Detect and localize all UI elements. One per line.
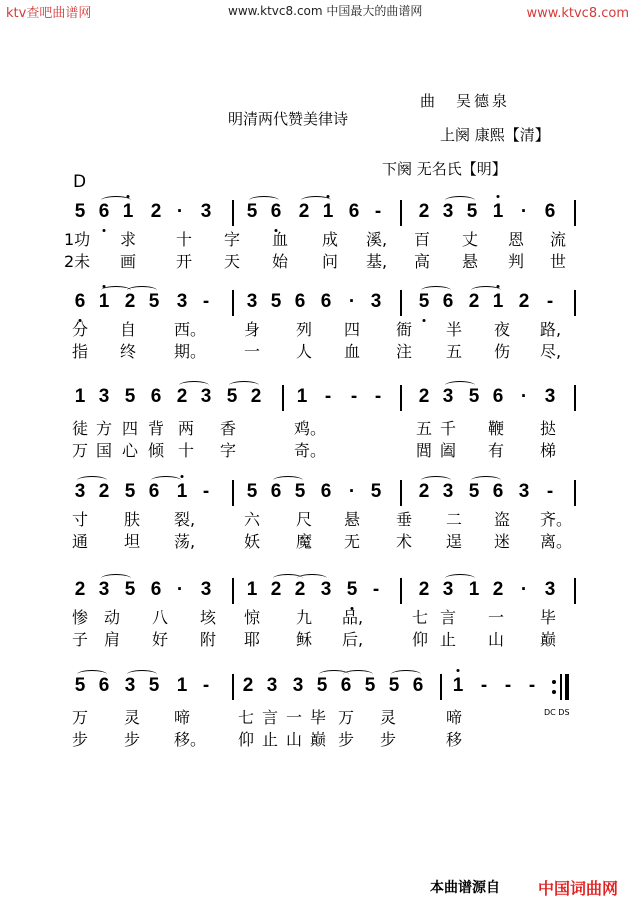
note: - bbox=[546, 291, 554, 312]
lyric: 世 bbox=[550, 252, 567, 271]
lyric: 步 bbox=[338, 730, 355, 749]
lyric: 五 bbox=[416, 419, 433, 438]
barline bbox=[440, 674, 442, 700]
lyric: 移。 bbox=[174, 730, 207, 749]
note: 3 bbox=[518, 481, 530, 502]
octave-dot-high bbox=[497, 195, 500, 198]
lyric: 九 bbox=[296, 608, 313, 627]
lyric: 开 bbox=[176, 252, 193, 271]
note: 1 bbox=[246, 579, 258, 600]
lyric: 终 bbox=[120, 342, 137, 361]
lyric: 西。 bbox=[174, 320, 207, 339]
lyric: 灵 bbox=[380, 708, 397, 727]
lyric: 山 bbox=[488, 630, 505, 649]
lyric: 鸡。 bbox=[294, 419, 327, 438]
lyric: 逞 bbox=[446, 532, 463, 551]
barline bbox=[400, 200, 402, 226]
lyric: 悬 bbox=[344, 510, 361, 529]
note: 5 bbox=[148, 291, 160, 312]
note: 6 bbox=[74, 291, 86, 312]
note: 6 bbox=[98, 675, 110, 696]
lyric: 七 bbox=[238, 708, 255, 727]
note: 6 bbox=[412, 675, 424, 696]
lyric: 一 bbox=[488, 608, 505, 627]
lyric: 尺 bbox=[296, 510, 313, 529]
slur bbox=[343, 670, 373, 679]
barline bbox=[232, 578, 234, 604]
note: 1 bbox=[452, 675, 464, 696]
lyric: 2未 bbox=[64, 252, 91, 271]
lyric: 血 bbox=[344, 342, 361, 361]
note: · bbox=[520, 201, 528, 222]
repeat-dot bbox=[552, 690, 556, 694]
note: 2 bbox=[74, 579, 86, 600]
lyric: 国 bbox=[96, 441, 113, 460]
note: 2 bbox=[250, 386, 262, 407]
slur bbox=[421, 286, 451, 295]
lyric: 品, bbox=[342, 608, 364, 627]
barline bbox=[574, 290, 576, 316]
note: 1 bbox=[176, 481, 188, 502]
note: 2 bbox=[418, 386, 430, 407]
note: 6 bbox=[442, 291, 454, 312]
lyric: 巅 bbox=[540, 630, 557, 649]
lyric: 1功 bbox=[64, 230, 91, 249]
octave-dot-high bbox=[181, 475, 184, 478]
note: 5 bbox=[226, 386, 238, 407]
lyric: 奇。 bbox=[294, 441, 327, 460]
slur bbox=[77, 670, 107, 679]
lyric: 垂 bbox=[396, 510, 413, 529]
lyric: 荡, bbox=[174, 532, 196, 551]
octave-dot-low bbox=[423, 319, 426, 322]
note: 3 bbox=[292, 675, 304, 696]
lyric: 基, bbox=[366, 252, 388, 271]
note: 1 bbox=[492, 201, 504, 222]
note: 5 bbox=[246, 201, 258, 222]
lyric: 四 bbox=[122, 419, 139, 438]
note: 5 bbox=[74, 201, 86, 222]
lyric: 裂, bbox=[174, 510, 196, 529]
slur bbox=[445, 196, 475, 205]
lyric: 衙 bbox=[396, 320, 413, 339]
footer-source-text: 本曲谱源自 bbox=[430, 880, 500, 896]
lyric: 自 bbox=[120, 320, 137, 339]
lyric: 香 bbox=[220, 419, 237, 438]
lyric: 画 bbox=[120, 252, 137, 271]
note: - bbox=[374, 386, 382, 407]
note: 5 bbox=[418, 291, 430, 312]
note: 3 bbox=[442, 481, 454, 502]
lyric: 徒 bbox=[72, 419, 89, 438]
note: 3 bbox=[124, 675, 136, 696]
note: 6 bbox=[320, 291, 332, 312]
lyric: 垓 bbox=[200, 608, 217, 627]
lyric: 字 bbox=[224, 230, 241, 249]
note: - bbox=[546, 481, 554, 502]
lyric: 指 bbox=[72, 342, 89, 361]
lyric: 言 bbox=[440, 608, 457, 627]
lyric: 七 bbox=[412, 608, 429, 627]
lyric: 判 bbox=[508, 252, 525, 271]
lyric: 人 bbox=[296, 342, 313, 361]
lyric: 期。 bbox=[174, 342, 207, 361]
octave-dot-high bbox=[457, 669, 460, 672]
lyric: 一 bbox=[286, 708, 303, 727]
slur bbox=[273, 476, 303, 485]
lyric: 万 bbox=[72, 708, 89, 727]
lyric: 肩 bbox=[104, 630, 121, 649]
barline bbox=[400, 290, 402, 316]
slur bbox=[297, 574, 327, 583]
lyric: 两 bbox=[178, 419, 195, 438]
barline bbox=[574, 385, 576, 411]
note: 6 bbox=[150, 579, 162, 600]
note: 6 bbox=[492, 386, 504, 407]
note: 1 bbox=[468, 579, 480, 600]
slur bbox=[391, 670, 421, 679]
note: 3 bbox=[176, 291, 188, 312]
lyric: 六 bbox=[244, 510, 261, 529]
barline bbox=[232, 290, 234, 316]
lyric: 八 bbox=[152, 608, 169, 627]
note: 2 bbox=[518, 291, 530, 312]
note: 2 bbox=[176, 386, 188, 407]
lyric: 移 bbox=[446, 730, 463, 749]
repeat-dot bbox=[552, 680, 556, 684]
note: 5 bbox=[246, 481, 258, 502]
lyric: 后, bbox=[342, 630, 364, 649]
lyric: 字 bbox=[220, 441, 237, 460]
lyric: 动 bbox=[104, 608, 121, 627]
slur bbox=[445, 381, 475, 390]
lyric: 丈 bbox=[462, 230, 479, 249]
slur bbox=[445, 574, 475, 583]
lyric: 十 bbox=[178, 441, 195, 460]
lyric: 毕 bbox=[310, 708, 327, 727]
lyric: 二 bbox=[446, 510, 463, 529]
note: 2 bbox=[298, 201, 310, 222]
note: · bbox=[176, 579, 184, 600]
note: 5 bbox=[316, 675, 328, 696]
lyric: 稣 bbox=[296, 630, 313, 649]
barline bbox=[400, 578, 402, 604]
lyric: 四 bbox=[344, 320, 361, 339]
note: 3 bbox=[98, 579, 110, 600]
lyric: 伤 bbox=[494, 342, 511, 361]
note: 5 bbox=[346, 579, 358, 600]
lyric: 啼 bbox=[446, 708, 463, 727]
slur bbox=[151, 476, 181, 485]
score-row-2 bbox=[0, 290, 637, 400]
note: 5 bbox=[364, 675, 376, 696]
note: 3 bbox=[544, 579, 556, 600]
lyric: 妖 bbox=[244, 532, 261, 551]
note: 3 bbox=[370, 291, 382, 312]
note: 2 bbox=[124, 291, 136, 312]
note: 6 bbox=[544, 201, 556, 222]
lyric: 惨 bbox=[72, 608, 89, 627]
site-left-link[interactable]: ktv查吧曲谱网 bbox=[6, 6, 92, 21]
note: 1 bbox=[74, 386, 86, 407]
lyric: 啼 bbox=[174, 708, 191, 727]
note: 6 bbox=[320, 481, 332, 502]
lyric: 流 bbox=[550, 230, 567, 249]
note: 2 bbox=[242, 675, 254, 696]
note: - bbox=[202, 481, 210, 502]
note: 6 bbox=[340, 675, 352, 696]
lyric: 溪, bbox=[366, 230, 388, 249]
dc-ds-mark: DC DS bbox=[544, 708, 570, 717]
note: · bbox=[176, 201, 184, 222]
note: 3 bbox=[200, 579, 212, 600]
lyric: 成 bbox=[322, 230, 339, 249]
lyric: 夜 bbox=[494, 320, 511, 339]
note: 6 bbox=[148, 481, 160, 502]
note: 1 bbox=[176, 675, 188, 696]
lyric: 心 bbox=[122, 441, 139, 460]
barline bbox=[400, 385, 402, 411]
note: - bbox=[504, 675, 512, 696]
lyric: 五 bbox=[446, 342, 463, 361]
barline bbox=[282, 385, 284, 411]
lyricist-lower: 下阕 无名氏【明】 bbox=[382, 160, 507, 178]
lyric: 有 bbox=[488, 441, 505, 460]
note: 5 bbox=[388, 675, 400, 696]
note: 3 bbox=[320, 579, 332, 600]
lyric: 步 bbox=[72, 730, 89, 749]
barline bbox=[400, 480, 402, 506]
lyric: 閭 bbox=[416, 441, 433, 460]
note: 5 bbox=[124, 386, 136, 407]
octave-dot-high bbox=[497, 285, 500, 288]
site-center-banner[interactable]: www.ktvc8.com 中国最大的曲谱网 bbox=[228, 4, 423, 18]
note: 5 bbox=[124, 481, 136, 502]
lyric: 身 bbox=[244, 320, 261, 339]
note: 2 bbox=[418, 579, 430, 600]
lyric: 注 bbox=[396, 342, 413, 361]
octave-dot-high bbox=[127, 195, 130, 198]
note: 5 bbox=[466, 201, 478, 222]
note: 6 bbox=[150, 386, 162, 407]
lyric: 列 bbox=[296, 320, 313, 339]
note: 2 bbox=[492, 579, 504, 600]
final-barline bbox=[565, 674, 569, 700]
lyric: 止 bbox=[262, 730, 279, 749]
lyric: 肤 bbox=[124, 510, 141, 529]
note: 6 bbox=[492, 481, 504, 502]
note: - bbox=[372, 579, 380, 600]
note: - bbox=[374, 201, 382, 222]
note: - bbox=[528, 675, 536, 696]
note: 2 bbox=[418, 481, 430, 502]
lyric: 无 bbox=[344, 532, 361, 551]
lyric: 步 bbox=[124, 730, 141, 749]
note: 5 bbox=[294, 481, 306, 502]
lyric: 巅 bbox=[310, 730, 327, 749]
note: - bbox=[350, 386, 358, 407]
note: 1 bbox=[98, 291, 110, 312]
note: · bbox=[348, 481, 356, 502]
note: 6 bbox=[270, 481, 282, 502]
note: 5 bbox=[370, 481, 382, 502]
barline bbox=[574, 200, 576, 226]
song-title: 明清两代赞美律诗 bbox=[228, 110, 349, 128]
note: 3 bbox=[74, 481, 86, 502]
note: - bbox=[202, 675, 210, 696]
lyric: 倾 bbox=[148, 441, 165, 460]
note: 5 bbox=[148, 675, 160, 696]
lyric: 千 bbox=[440, 419, 457, 438]
lyric: 方 bbox=[96, 419, 113, 438]
lyric: 好 bbox=[152, 630, 169, 649]
lyricist-upper: 上阕 康熙【清】 bbox=[440, 126, 550, 144]
lyric: 天 bbox=[224, 252, 241, 271]
note: 6 bbox=[98, 201, 110, 222]
slur bbox=[101, 574, 131, 583]
note: 2 bbox=[418, 201, 430, 222]
lyric: 鞭 bbox=[488, 419, 505, 438]
note: 6 bbox=[348, 201, 360, 222]
note: · bbox=[520, 579, 528, 600]
note: · bbox=[520, 386, 528, 407]
lyric: 十 bbox=[176, 230, 193, 249]
lyric: 术 bbox=[396, 532, 413, 551]
note: 5 bbox=[270, 291, 282, 312]
note: 1 bbox=[296, 386, 308, 407]
lyric: 迷 bbox=[494, 532, 511, 551]
note: 3 bbox=[246, 291, 258, 312]
lyric: 坦 bbox=[124, 532, 141, 551]
composer: 曲 吴德泉 bbox=[420, 92, 511, 110]
note: 2 bbox=[468, 291, 480, 312]
note: 5 bbox=[468, 386, 480, 407]
octave-dot-high bbox=[327, 195, 330, 198]
note: 5 bbox=[74, 675, 86, 696]
lyric: 山 bbox=[286, 730, 303, 749]
lyric: 始 bbox=[272, 252, 289, 271]
note: - bbox=[480, 675, 488, 696]
lyric: 止 bbox=[440, 630, 457, 649]
note: 6 bbox=[294, 291, 306, 312]
barline bbox=[232, 480, 234, 506]
lyric: 尽, bbox=[540, 342, 562, 361]
lyric: 百 bbox=[414, 230, 431, 249]
note: - bbox=[202, 291, 210, 312]
lyric: 分 bbox=[72, 320, 89, 339]
key-signature: D bbox=[73, 172, 87, 192]
lyric: 背 bbox=[148, 419, 165, 438]
note: 1 bbox=[122, 201, 134, 222]
slur bbox=[249, 196, 279, 205]
lyric: 魔 bbox=[296, 532, 313, 551]
slur bbox=[179, 381, 209, 390]
note: 3 bbox=[442, 579, 454, 600]
note: 3 bbox=[266, 675, 278, 696]
note: 1 bbox=[492, 291, 504, 312]
lyric: 寸 bbox=[72, 510, 89, 529]
note: · bbox=[348, 291, 356, 312]
lyric: 万 bbox=[338, 708, 355, 727]
lyric: 血 bbox=[272, 230, 289, 249]
lyric: 附 bbox=[200, 630, 217, 649]
note: 3 bbox=[200, 386, 212, 407]
lyric: 惊 bbox=[244, 608, 261, 627]
octave-dot-low bbox=[103, 229, 106, 232]
site-right-link[interactable]: www.ktvc8.com bbox=[526, 6, 629, 21]
lyric: 子 bbox=[72, 630, 89, 649]
lyric: 梯 bbox=[540, 441, 557, 460]
note: 3 bbox=[200, 201, 212, 222]
lyric: 通 bbox=[72, 532, 89, 551]
lyric: 一 bbox=[244, 342, 261, 361]
lyric: 阖 bbox=[440, 441, 457, 460]
slur bbox=[471, 476, 501, 485]
lyric: 离。 bbox=[540, 532, 573, 551]
lyric: 步 bbox=[380, 730, 397, 749]
footer-source-site[interactable]: 中国词曲网 bbox=[538, 879, 619, 898]
lyric: 齐。 bbox=[540, 510, 573, 529]
note: 5 bbox=[124, 579, 136, 600]
barline bbox=[574, 480, 576, 506]
lyric: 路, bbox=[540, 320, 562, 339]
slur bbox=[229, 381, 259, 390]
lyric: 恩 bbox=[508, 230, 525, 249]
octave-dot-high bbox=[103, 285, 106, 288]
lyric: 言 bbox=[262, 708, 279, 727]
barline bbox=[232, 674, 234, 700]
lyric: 问 bbox=[322, 252, 339, 271]
lyric: 灵 bbox=[124, 708, 141, 727]
note: 2 bbox=[150, 201, 162, 222]
barline bbox=[560, 674, 562, 700]
lyric: 悬 bbox=[462, 252, 479, 271]
score-row-6 bbox=[0, 674, 637, 784]
note: 3 bbox=[98, 386, 110, 407]
lyric: 高 bbox=[414, 252, 431, 271]
lyric: 万 bbox=[72, 441, 89, 460]
note: 2 bbox=[294, 579, 306, 600]
lyric: 挞 bbox=[540, 419, 557, 438]
slur bbox=[127, 286, 157, 295]
lyric: 仰 bbox=[238, 730, 255, 749]
note: 3 bbox=[442, 201, 454, 222]
lyric: 耶 bbox=[244, 630, 261, 649]
note: 2 bbox=[270, 579, 282, 600]
slur bbox=[421, 476, 451, 485]
slur bbox=[127, 670, 157, 679]
barline bbox=[574, 578, 576, 604]
note: 6 bbox=[270, 201, 282, 222]
lyric: 求 bbox=[120, 230, 137, 249]
note: 3 bbox=[442, 386, 454, 407]
slur bbox=[77, 476, 107, 485]
note: 5 bbox=[468, 481, 480, 502]
note: 2 bbox=[98, 481, 110, 502]
lyric: 仰 bbox=[412, 630, 429, 649]
lyric: 半 bbox=[446, 320, 463, 339]
lyric: 毕 bbox=[540, 608, 557, 627]
note: 3 bbox=[544, 386, 556, 407]
lyric: 盗 bbox=[494, 510, 511, 529]
note: - bbox=[324, 386, 332, 407]
note: 1 bbox=[322, 201, 334, 222]
barline bbox=[232, 200, 234, 226]
